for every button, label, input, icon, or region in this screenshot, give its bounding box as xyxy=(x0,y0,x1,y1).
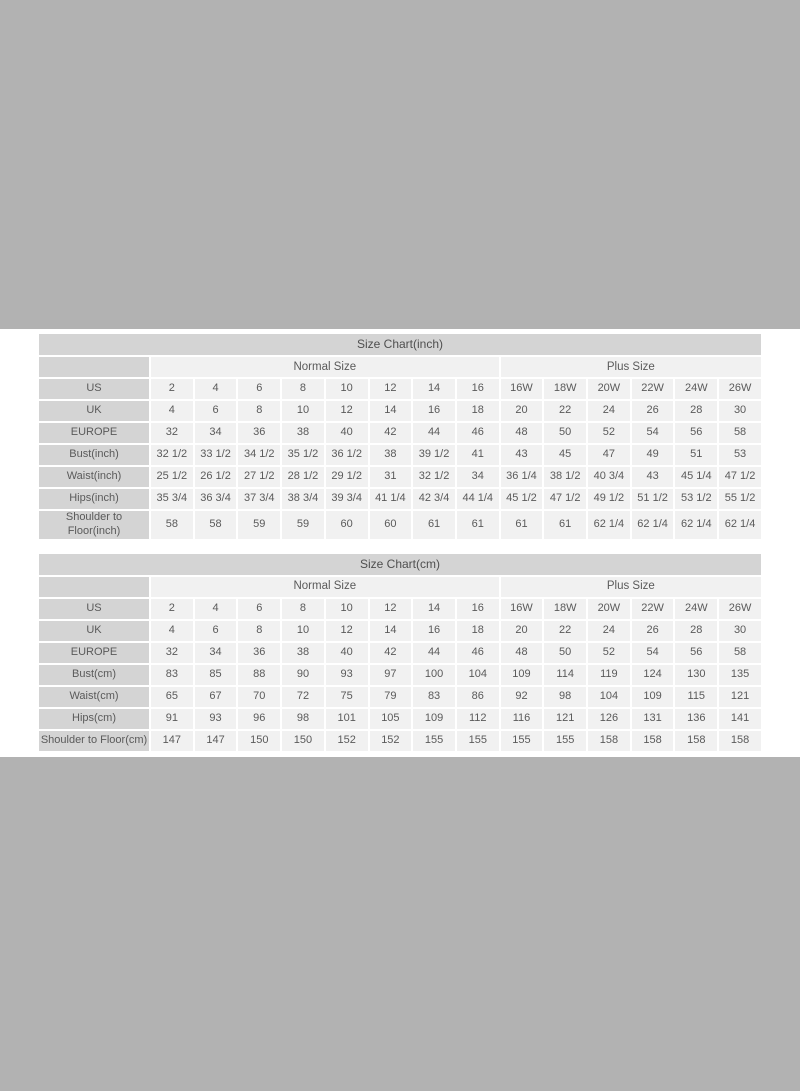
cell: 32 xyxy=(151,423,193,443)
cell: 44 xyxy=(413,423,455,443)
cell: 93 xyxy=(326,665,368,685)
cell: 22W xyxy=(632,599,674,619)
cell: 83 xyxy=(413,687,455,707)
cell: 20W xyxy=(588,599,630,619)
cell: 14 xyxy=(370,621,412,641)
cell: 36 1/2 xyxy=(326,445,368,465)
table-row xyxy=(39,687,761,707)
cell: 20 xyxy=(501,621,543,641)
cell: 67 xyxy=(195,687,237,707)
cell: 91 xyxy=(151,709,193,729)
cell: 131 xyxy=(632,709,674,729)
cell: 141 xyxy=(719,709,761,729)
cell: 60 xyxy=(326,511,368,539)
cell: 116 xyxy=(501,709,543,729)
cell: 34 xyxy=(195,423,237,443)
cell: 39 3/4 xyxy=(326,489,368,509)
cell: 43 xyxy=(632,467,674,487)
cell: 53 xyxy=(719,445,761,465)
cell: 16 xyxy=(457,599,499,619)
cell: 30 xyxy=(719,401,761,421)
cell: 45 1/4 xyxy=(675,467,717,487)
cell: 6 xyxy=(238,379,280,399)
cell: 56 xyxy=(675,643,717,663)
cell: 8 xyxy=(238,621,280,641)
size-chart-panel xyxy=(0,329,800,757)
row-label: Hips(inch) xyxy=(39,489,149,509)
cell: 24W xyxy=(675,379,717,399)
cell: 62 1/4 xyxy=(588,511,630,539)
cell: 85 xyxy=(195,665,237,685)
cell: 28 1/2 xyxy=(282,467,324,487)
cell: 20W xyxy=(588,379,630,399)
cell: 8 xyxy=(238,401,280,421)
cell: 22 xyxy=(544,621,586,641)
cell: 109 xyxy=(632,687,674,707)
cell: 34 xyxy=(457,467,499,487)
cell: 6 xyxy=(238,599,280,619)
cell: 98 xyxy=(282,709,324,729)
cell: 22W xyxy=(632,379,674,399)
cell: 61 xyxy=(501,511,543,539)
cell: 18W xyxy=(544,599,586,619)
cell: 30 xyxy=(719,621,761,641)
group-header: Plus Size xyxy=(501,357,761,377)
table-row xyxy=(39,621,761,641)
cell: 150 xyxy=(238,731,280,751)
cell: 40 xyxy=(326,423,368,443)
table-row xyxy=(39,665,761,685)
cell: 12 xyxy=(370,379,412,399)
cell: 8 xyxy=(282,599,324,619)
table-row xyxy=(39,489,761,509)
cell: 55 1/2 xyxy=(719,489,761,509)
cell: 93 xyxy=(195,709,237,729)
cell: 4 xyxy=(195,379,237,399)
cell: 41 xyxy=(457,445,499,465)
cell: 56 xyxy=(675,423,717,443)
table-row xyxy=(39,731,761,751)
cell: 26W xyxy=(719,379,761,399)
cell: 54 xyxy=(632,423,674,443)
cell: 70 xyxy=(238,687,280,707)
cell: 16 xyxy=(457,379,499,399)
cell: 96 xyxy=(238,709,280,729)
cell: 40 3/4 xyxy=(588,467,630,487)
cell: 18 xyxy=(457,401,499,421)
table-row xyxy=(39,467,761,487)
row-label: US xyxy=(39,599,149,619)
group-header: Normal Size xyxy=(151,577,499,597)
cell: 32 1/2 xyxy=(413,467,455,487)
cell: 40 xyxy=(326,643,368,663)
cell: 49 xyxy=(632,445,674,465)
cell: 12 xyxy=(326,621,368,641)
cell: 109 xyxy=(413,709,455,729)
cell: 51 1/2 xyxy=(632,489,674,509)
cell: 36 xyxy=(238,643,280,663)
cell: 32 xyxy=(151,643,193,663)
cell: 112 xyxy=(457,709,499,729)
cell: 34 xyxy=(195,643,237,663)
cell: 33 1/2 xyxy=(195,445,237,465)
table-row xyxy=(39,599,761,619)
cell: 101 xyxy=(326,709,368,729)
cell: 38 xyxy=(282,643,324,663)
cell: 39 1/2 xyxy=(413,445,455,465)
cell: 46 xyxy=(457,423,499,443)
cell: 10 xyxy=(282,621,324,641)
cell: 28 xyxy=(675,401,717,421)
cell: 10 xyxy=(282,401,324,421)
cell: 47 xyxy=(588,445,630,465)
group-header: Plus Size xyxy=(501,577,761,597)
cell: 48 xyxy=(501,643,543,663)
cell: 136 xyxy=(675,709,717,729)
table-row xyxy=(39,423,761,443)
cell: 104 xyxy=(588,687,630,707)
group-header-row xyxy=(39,577,761,597)
cell: 6 xyxy=(195,621,237,641)
cell: 20 xyxy=(501,401,543,421)
cell: 14 xyxy=(370,401,412,421)
row-label: Hips(cm) xyxy=(39,709,149,729)
cell: 48 xyxy=(501,423,543,443)
cell: 155 xyxy=(457,731,499,751)
row-label: UK xyxy=(39,621,149,641)
cell: 44 xyxy=(413,643,455,663)
cell: 10 xyxy=(326,379,368,399)
cell: 121 xyxy=(719,687,761,707)
cell: 83 xyxy=(151,665,193,685)
cell: 100 xyxy=(413,665,455,685)
cell: 60 xyxy=(370,511,412,539)
cell: 4 xyxy=(151,621,193,641)
table-row xyxy=(39,401,761,421)
cell: 155 xyxy=(544,731,586,751)
cell: 61 xyxy=(544,511,586,539)
cell: 61 xyxy=(457,511,499,539)
cell: 42 xyxy=(370,423,412,443)
cell: 26 xyxy=(632,621,674,641)
cell: 109 xyxy=(501,665,543,685)
cell: 97 xyxy=(370,665,412,685)
cell: 26 xyxy=(632,401,674,421)
cell: 152 xyxy=(370,731,412,751)
cell: 45 xyxy=(544,445,586,465)
cell: 98 xyxy=(544,687,586,707)
cell: 147 xyxy=(195,731,237,751)
row-label: UK xyxy=(39,401,149,421)
cell: 36 3/4 xyxy=(195,489,237,509)
cell: 75 xyxy=(326,687,368,707)
table-title-row xyxy=(39,334,761,355)
cell: 43 xyxy=(501,445,543,465)
cell: 29 1/2 xyxy=(326,467,368,487)
cell: 45 1/2 xyxy=(501,489,543,509)
row-label: Bust(cm) xyxy=(39,665,149,685)
cell: 115 xyxy=(675,687,717,707)
table-row xyxy=(39,709,761,729)
cell: 34 1/2 xyxy=(238,445,280,465)
cell: 14 xyxy=(413,599,455,619)
cell: 22 xyxy=(544,401,586,421)
row-label: US xyxy=(39,379,149,399)
cell: 152 xyxy=(326,731,368,751)
cell: 62 1/4 xyxy=(675,511,717,539)
cell: 62 1/4 xyxy=(632,511,674,539)
row-label: EUROPE xyxy=(39,423,149,443)
cell: 86 xyxy=(457,687,499,707)
cell: 10 xyxy=(326,599,368,619)
cell: 2 xyxy=(151,379,193,399)
cell: 155 xyxy=(501,731,543,751)
cell: 150 xyxy=(282,731,324,751)
cell: 12 xyxy=(326,401,368,421)
cell: 62 1/4 xyxy=(719,511,761,539)
cell: 130 xyxy=(675,665,717,685)
cell: 26W xyxy=(719,599,761,619)
cell: 92 xyxy=(501,687,543,707)
cell: 52 xyxy=(588,643,630,663)
cell: 24W xyxy=(675,599,717,619)
row-label: Shoulder to Floor(inch) xyxy=(39,511,149,539)
group-header-row xyxy=(39,357,761,377)
row-label: Waist(inch) xyxy=(39,467,149,487)
cell: 42 xyxy=(370,643,412,663)
cell: 38 3/4 xyxy=(282,489,324,509)
cell: 147 xyxy=(151,731,193,751)
cell: 25 1/2 xyxy=(151,467,193,487)
cell: 24 xyxy=(588,621,630,641)
cell: 46 xyxy=(457,643,499,663)
cell: 47 1/2 xyxy=(544,489,586,509)
table-row xyxy=(39,643,761,663)
cell: 124 xyxy=(632,665,674,685)
cell: 24 xyxy=(588,401,630,421)
cell: 4 xyxy=(195,599,237,619)
cell: 38 1/2 xyxy=(544,467,586,487)
table-row xyxy=(39,511,761,539)
cell: 14 xyxy=(413,379,455,399)
cell: 121 xyxy=(544,709,586,729)
size-chart-inch-table xyxy=(37,332,763,541)
cell: 35 3/4 xyxy=(151,489,193,509)
cell: 58 xyxy=(719,643,761,663)
cell: 16 xyxy=(413,401,455,421)
corner-cell xyxy=(39,357,149,377)
cell: 35 1/2 xyxy=(282,445,324,465)
cell: 58 xyxy=(195,511,237,539)
cell: 119 xyxy=(588,665,630,685)
cell: 2 xyxy=(151,599,193,619)
cell: 49 1/2 xyxy=(588,489,630,509)
cell: 50 xyxy=(544,423,586,443)
cell: 61 xyxy=(413,511,455,539)
cell: 16 xyxy=(413,621,455,641)
row-label: EUROPE xyxy=(39,643,149,663)
cell: 88 xyxy=(238,665,280,685)
row-label: Bust(inch) xyxy=(39,445,149,465)
cell: 18 xyxy=(457,621,499,641)
cell: 18W xyxy=(544,379,586,399)
cell: 50 xyxy=(544,643,586,663)
cell: 44 1/4 xyxy=(457,489,499,509)
cell: 58 xyxy=(719,423,761,443)
cell: 36 xyxy=(238,423,280,443)
cell: 54 xyxy=(632,643,674,663)
row-label: Shoulder to Floor(cm) xyxy=(39,731,149,751)
cell: 158 xyxy=(588,731,630,751)
size-chart-cm-table xyxy=(37,552,763,753)
table-title: Size Chart(cm) xyxy=(39,554,761,575)
cell: 42 3/4 xyxy=(413,489,455,509)
cell: 8 xyxy=(282,379,324,399)
cell: 51 xyxy=(675,445,717,465)
cell: 72 xyxy=(282,687,324,707)
cell: 4 xyxy=(151,401,193,421)
cell: 105 xyxy=(370,709,412,729)
cell: 104 xyxy=(457,665,499,685)
group-header: Normal Size xyxy=(151,357,499,377)
cell: 26 1/2 xyxy=(195,467,237,487)
cell: 135 xyxy=(719,665,761,685)
cell: 53 1/2 xyxy=(675,489,717,509)
table-title: Size Chart(inch) xyxy=(39,334,761,355)
cell: 155 xyxy=(413,731,455,751)
cell: 32 1/2 xyxy=(151,445,193,465)
cell: 28 xyxy=(675,621,717,641)
cell: 27 1/2 xyxy=(238,467,280,487)
cell: 52 xyxy=(588,423,630,443)
cell: 79 xyxy=(370,687,412,707)
cell: 126 xyxy=(588,709,630,729)
cell: 58 xyxy=(151,511,193,539)
cell: 38 xyxy=(282,423,324,443)
cell: 90 xyxy=(282,665,324,685)
cell: 31 xyxy=(370,467,412,487)
cell: 158 xyxy=(632,731,674,751)
table-title-row xyxy=(39,554,761,575)
table-row xyxy=(39,379,761,399)
cell: 38 xyxy=(370,445,412,465)
cell: 16W xyxy=(501,599,543,619)
cell: 59 xyxy=(238,511,280,539)
cell: 114 xyxy=(544,665,586,685)
cell: 16W xyxy=(501,379,543,399)
cell: 65 xyxy=(151,687,193,707)
cell: 41 1/4 xyxy=(370,489,412,509)
cell: 158 xyxy=(675,731,717,751)
cell: 12 xyxy=(370,599,412,619)
row-label: Waist(cm) xyxy=(39,687,149,707)
cell: 37 3/4 xyxy=(238,489,280,509)
table-row xyxy=(39,445,761,465)
cell: 158 xyxy=(719,731,761,751)
cell: 36 1/4 xyxy=(501,467,543,487)
corner-cell xyxy=(39,577,149,597)
cell: 6 xyxy=(195,401,237,421)
cell: 59 xyxy=(282,511,324,539)
cell: 47 1/2 xyxy=(719,467,761,487)
